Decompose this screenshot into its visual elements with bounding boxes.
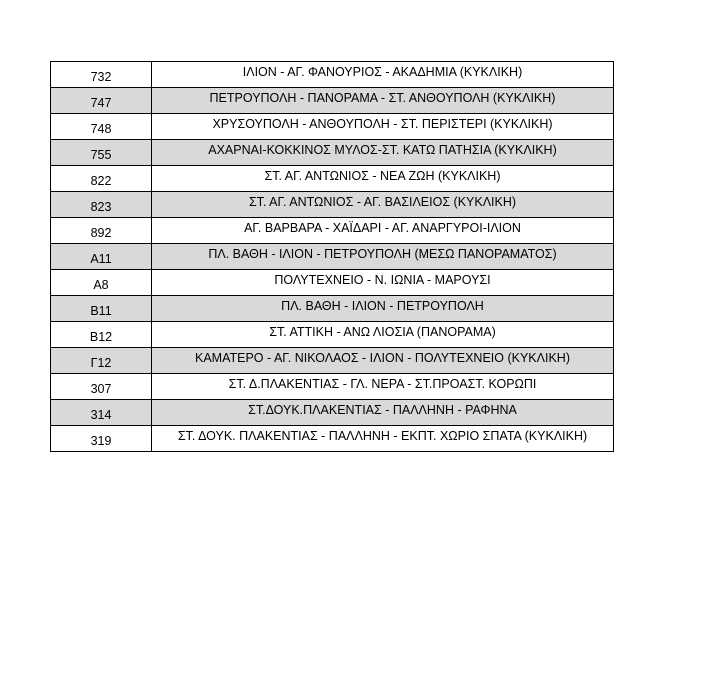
- table-row: [51, 374, 614, 400]
- table-row: [51, 270, 614, 296]
- route-code: Β11: [51, 296, 152, 322]
- route-description: ΑΓ. ΒΑΡΒΑΡΑ - ΧΑΪΔΑΡΙ - ΑΓ. ΑΝΑΡΓΥΡΟΙ-ΙΛΙΟΝ: [152, 218, 614, 244]
- route-description: ΠΛ. ΒΑΘΗ - ΙΛΙΟΝ - ΠΕΤΡΟΥΠΟΛΗ: [152, 296, 614, 322]
- routes-table: [50, 61, 614, 452]
- table-row: [51, 400, 614, 426]
- route-code: 732: [51, 62, 152, 88]
- table-row: [51, 426, 614, 452]
- route-code: 314: [51, 400, 152, 426]
- table-row: [51, 114, 614, 140]
- route-description: ΣΤ. ΑΓ. ΑΝΤΩΝΙΟΣ - ΑΓ. ΒΑΣΙΛΕΙΟΣ (ΚΥΚΛΙΚΗ): [152, 192, 614, 218]
- route-description: ΣΤ. ΑΤΤΙΚΗ - ΑΝΩ ΛΙΟΣΙΑ (ΠΑΝΟΡΑΜΑ): [152, 322, 614, 348]
- route-description: ΣΤ.ΔΟΥΚ.ΠΛΑΚΕΝΤΙΑΣ - ΠΑΛΛΗΝΗ - ΡΑΦΗΝΑ: [152, 400, 614, 426]
- route-code: 307: [51, 374, 152, 400]
- table-row: [51, 244, 614, 270]
- route-description: ΠΟΛΥΤΕΧΝΕΙΟ - Ν. ΙΩΝΙΑ - ΜΑΡΟΥΣΙ: [152, 270, 614, 296]
- route-description: ΠΛ. ΒΑΘΗ - ΙΛΙΟΝ - ΠΕΤΡΟΥΠΟΛΗ (ΜΕΣΩ ΠΑΝΟΡΑΜΑΤΟΣ): [152, 244, 614, 270]
- route-code: 755: [51, 140, 152, 166]
- route-code: Β12: [51, 322, 152, 348]
- route-description: ΧΡΥΣΟΥΠΟΛΗ - ΑΝΘΟΥΠΟΛΗ - ΣΤ. ΠΕΡΙΣΤΕΡΙ (ΚΥΚΛΙΚΗ): [152, 114, 614, 140]
- route-description: ΣΤ. Δ.ΠΛΑΚΕΝΤΙΑΣ - ΓΛ. ΝΕΡΑ - ΣΤ.ΠΡΟΑΣΤ. ΚΟΡΩΠΙ: [152, 374, 614, 400]
- route-description: ΑΧΑΡΝΑΙ-ΚΟΚΚΙΝΟΣ ΜΥΛΟΣ-ΣΤ. ΚΑΤΩ ΠΑΤΗΣΙΑ (ΚΥΚΛΙΚΗ): [152, 140, 614, 166]
- routes-table-body: [51, 62, 614, 452]
- route-description: ΣΤ. ΑΓ. ΑΝΤΩΝΙΟΣ - ΝΕΑ ΖΩΗ (ΚΥΚΛΙΚΗ): [152, 166, 614, 192]
- route-code: Α8: [51, 270, 152, 296]
- route-description: ΣΤ. ΔΟΥΚ. ΠΛΑΚΕΝΤΙΑΣ - ΠΑΛΛΗΝΗ - ΕΚΠΤ. ΧΩΡΙΟ ΣΠΑΤΑ (ΚΥΚΛΙΚΗ): [152, 426, 614, 452]
- route-code: 823: [51, 192, 152, 218]
- table-row: [51, 62, 614, 88]
- table-row: [51, 322, 614, 348]
- table-row: [51, 192, 614, 218]
- table-row: [51, 166, 614, 192]
- route-code: 747: [51, 88, 152, 114]
- route-code: 892: [51, 218, 152, 244]
- table-row: [51, 140, 614, 166]
- route-description: ΠΕΤΡΟΥΠΟΛΗ - ΠΑΝΟΡΑΜΑ - ΣΤ. ΑΝΘΟΥΠΟΛΗ (ΚΥΚΛΙΚΗ): [152, 88, 614, 114]
- route-code: 748: [51, 114, 152, 140]
- route-description: ΙΛΙΟΝ - ΑΓ. ΦΑΝΟΥΡΙΟΣ - ΑΚΑΔΗΜΙΑ (ΚΥΚΛΙΚΗ): [152, 62, 614, 88]
- table-row: [51, 218, 614, 244]
- table-row: [51, 88, 614, 114]
- route-code: 319: [51, 426, 152, 452]
- table-row: [51, 296, 614, 322]
- table-row: [51, 348, 614, 374]
- route-code: Α11: [51, 244, 152, 270]
- route-code: 822: [51, 166, 152, 192]
- route-code: Γ12: [51, 348, 152, 374]
- route-description: ΚΑΜΑΤΕΡΟ - ΑΓ. ΝΙΚΟΛΑΟΣ - ΙΛΙΟΝ - ΠΟΛΥΤΕΧΝΕΙΟ (ΚΥΚΛΙΚΗ): [152, 348, 614, 374]
